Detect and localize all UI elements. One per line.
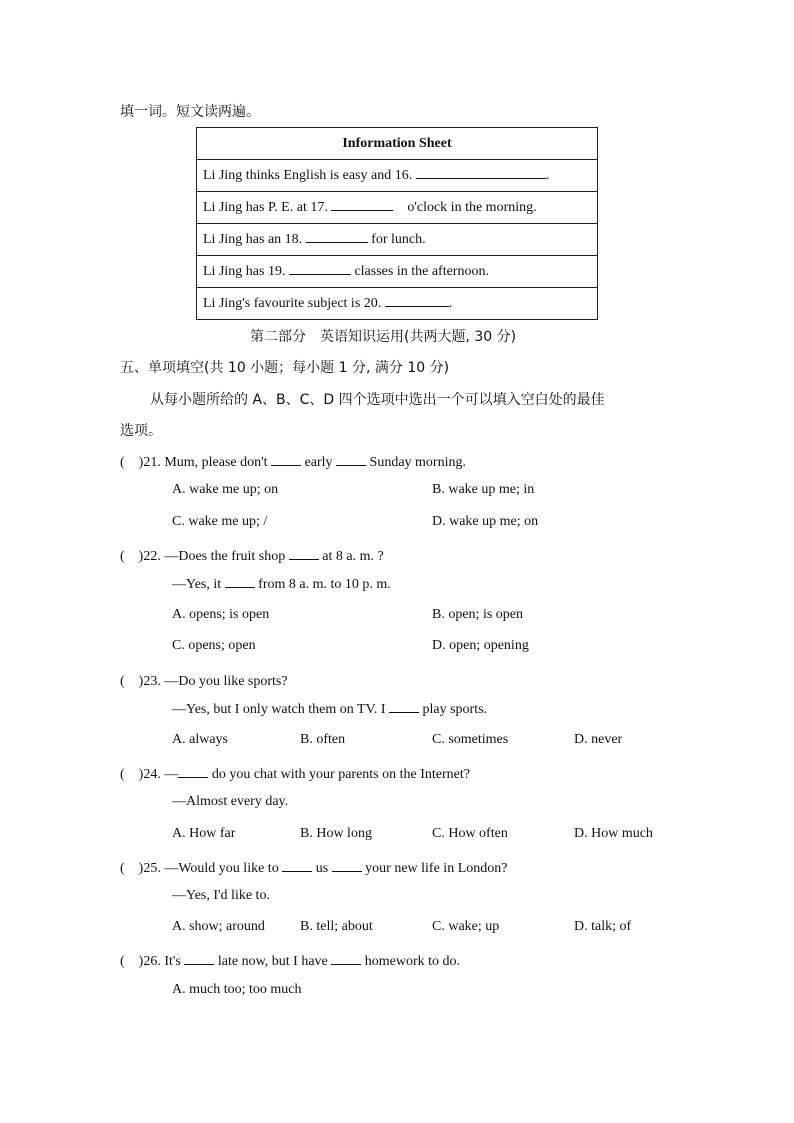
question-22-stem [120, 545, 384, 565]
table-row [197, 288, 598, 320]
answer-paren[interactable]: ( ) [120, 861, 144, 876]
question-24-stem [120, 763, 470, 783]
blank-16[interactable] [416, 167, 546, 179]
q21-option-a[interactable]: A. wake me up; on [172, 482, 279, 497]
q25-option-d[interactable]: D. talk; of [574, 919, 632, 934]
q26-text-a: 26. It's [143, 954, 181, 969]
answer-paren[interactable]: ( ) [120, 674, 144, 689]
blank-18[interactable] [306, 231, 368, 243]
q25-text-c: your new life in London? [365, 861, 508, 876]
q24-text-b: do you chat with your parents on the Internet? [211, 767, 470, 782]
q23-text-a: 23. —Do you like sports? [143, 674, 288, 689]
q23-reply-a: —Yes, but I only watch them on TV. I [172, 702, 386, 717]
q22-option-c[interactable]: C. opens; open [172, 638, 256, 653]
q23-option-d[interactable]: D. never [574, 732, 623, 747]
q26-blank-1[interactable] [184, 953, 214, 965]
table-header: Information Sheet [197, 128, 598, 160]
q25-blank-1[interactable] [282, 860, 312, 872]
q22-reply-a: —Yes, it [172, 577, 222, 592]
row-20-text: Li Jing's favourite subject is 20. [203, 296, 382, 311]
table-row [197, 160, 598, 192]
q21-blank-1[interactable] [271, 454, 301, 466]
q21-text-b: early [304, 455, 333, 470]
q22-blank-1[interactable] [289, 548, 319, 560]
q25-text-b: us [315, 861, 329, 876]
q25-option-b[interactable]: B. tell; about [300, 919, 373, 934]
row-19-end: classes in the afternoon. [354, 264, 489, 279]
table-row [197, 256, 598, 288]
answer-paren[interactable]: ( ) [120, 767, 144, 782]
q25-option-c[interactable]: C. wake; up [432, 919, 500, 934]
q24-blank-1[interactable] [178, 766, 208, 778]
q24-option-c[interactable]: C. How often [432, 826, 508, 841]
q23-blank-1[interactable] [389, 701, 419, 713]
q26-blank-2[interactable] [331, 953, 361, 965]
q26-option-a[interactable]: A. much too; too much [172, 982, 302, 997]
instruction-line-2: 选项。 [120, 423, 162, 439]
q26-text-c: homework to do. [364, 954, 461, 969]
question-26-stem [120, 950, 460, 970]
q22-option-d[interactable]: D. open; opening [432, 638, 529, 653]
q25-text-a: 25. —Would you like to [143, 861, 279, 876]
row-20-end: . [448, 296, 453, 311]
q22-reply-b: from 8 a. m. to 10 p. m. [258, 577, 391, 592]
q21-option-b[interactable]: B. wake up me; in [432, 482, 535, 497]
row-16-text: Li Jing thinks English is easy and 16. [203, 168, 413, 183]
blank-17[interactable] [331, 199, 393, 211]
row-17-text: Li Jing has P. E. at 17. [203, 200, 328, 215]
q26-text-b: late now, but I have [217, 954, 328, 969]
q21-text-c: Sunday morning. [369, 455, 466, 470]
information-sheet-table [196, 127, 598, 320]
q24-option-a[interactable]: A. How far [172, 826, 236, 841]
q24-text-a: 24. — [143, 767, 179, 782]
q23-reply [172, 701, 487, 718]
instruction-line-1: 从每小题所给的 A、B、C、D 四个选项中选出一个可以填入空白处的最佳 [150, 392, 605, 408]
q25-reply: —Yes, I'd like to. [172, 888, 270, 903]
question-21-stem [120, 451, 466, 471]
q21-blank-2[interactable] [336, 454, 366, 466]
answer-paren[interactable]: ( ) [120, 455, 144, 470]
q22-text-a: 22. —Does the fruit shop [143, 549, 286, 564]
q22-option-a[interactable]: A. opens; is open [172, 607, 270, 622]
q21-option-d[interactable]: D. wake up me; on [432, 514, 539, 529]
q23-option-a[interactable]: A. always [172, 732, 228, 747]
row-18-end: for lunch. [371, 232, 426, 247]
answer-paren[interactable]: ( ) [120, 549, 144, 564]
q24-reply: —Almost every day. [172, 794, 289, 809]
table-row [197, 192, 598, 224]
q22-text-b: at 8 a. m. ? [322, 549, 384, 564]
intro-text: 填一词。短文读两遍。 [120, 104, 260, 120]
q22-blank-2[interactable] [225, 576, 255, 588]
question-25-stem [120, 857, 507, 877]
q24-option-d[interactable]: D. How much [574, 826, 653, 841]
part2-title: 第二部分 英语知识运用(共两大题, 30 分) [250, 329, 517, 345]
q23-option-b[interactable]: B. often [300, 732, 346, 747]
row-19-text: Li Jing has 19. [203, 264, 286, 279]
q21-text-a: 21. Mum, please don't [143, 455, 268, 470]
answer-paren[interactable]: ( ) [120, 954, 144, 969]
blank-20[interactable] [385, 295, 449, 307]
q23-reply-b: play sports. [422, 702, 488, 717]
q22-option-b[interactable]: B. open; is open [432, 607, 523, 622]
table-row [197, 224, 598, 256]
section5-title: 五、单项填空(共 10 小题；每小题 1 分, 满分 10 分) [120, 360, 450, 376]
row-18-text: Li Jing has an 18. [203, 232, 303, 247]
row-17-end: o'clock in the morning. [407, 200, 537, 215]
q21-option-c[interactable]: C. wake me up; / [172, 514, 268, 529]
q25-option-a[interactable]: A. show; around [172, 919, 265, 934]
blank-19[interactable] [289, 263, 351, 275]
q24-option-b[interactable]: B. How long [300, 826, 372, 841]
row-16-end: . [545, 168, 550, 183]
q23-option-c[interactable]: C. sometimes [432, 732, 509, 747]
q25-blank-2[interactable] [332, 860, 362, 872]
question-23-stem [120, 670, 288, 690]
q22-reply [172, 576, 391, 593]
